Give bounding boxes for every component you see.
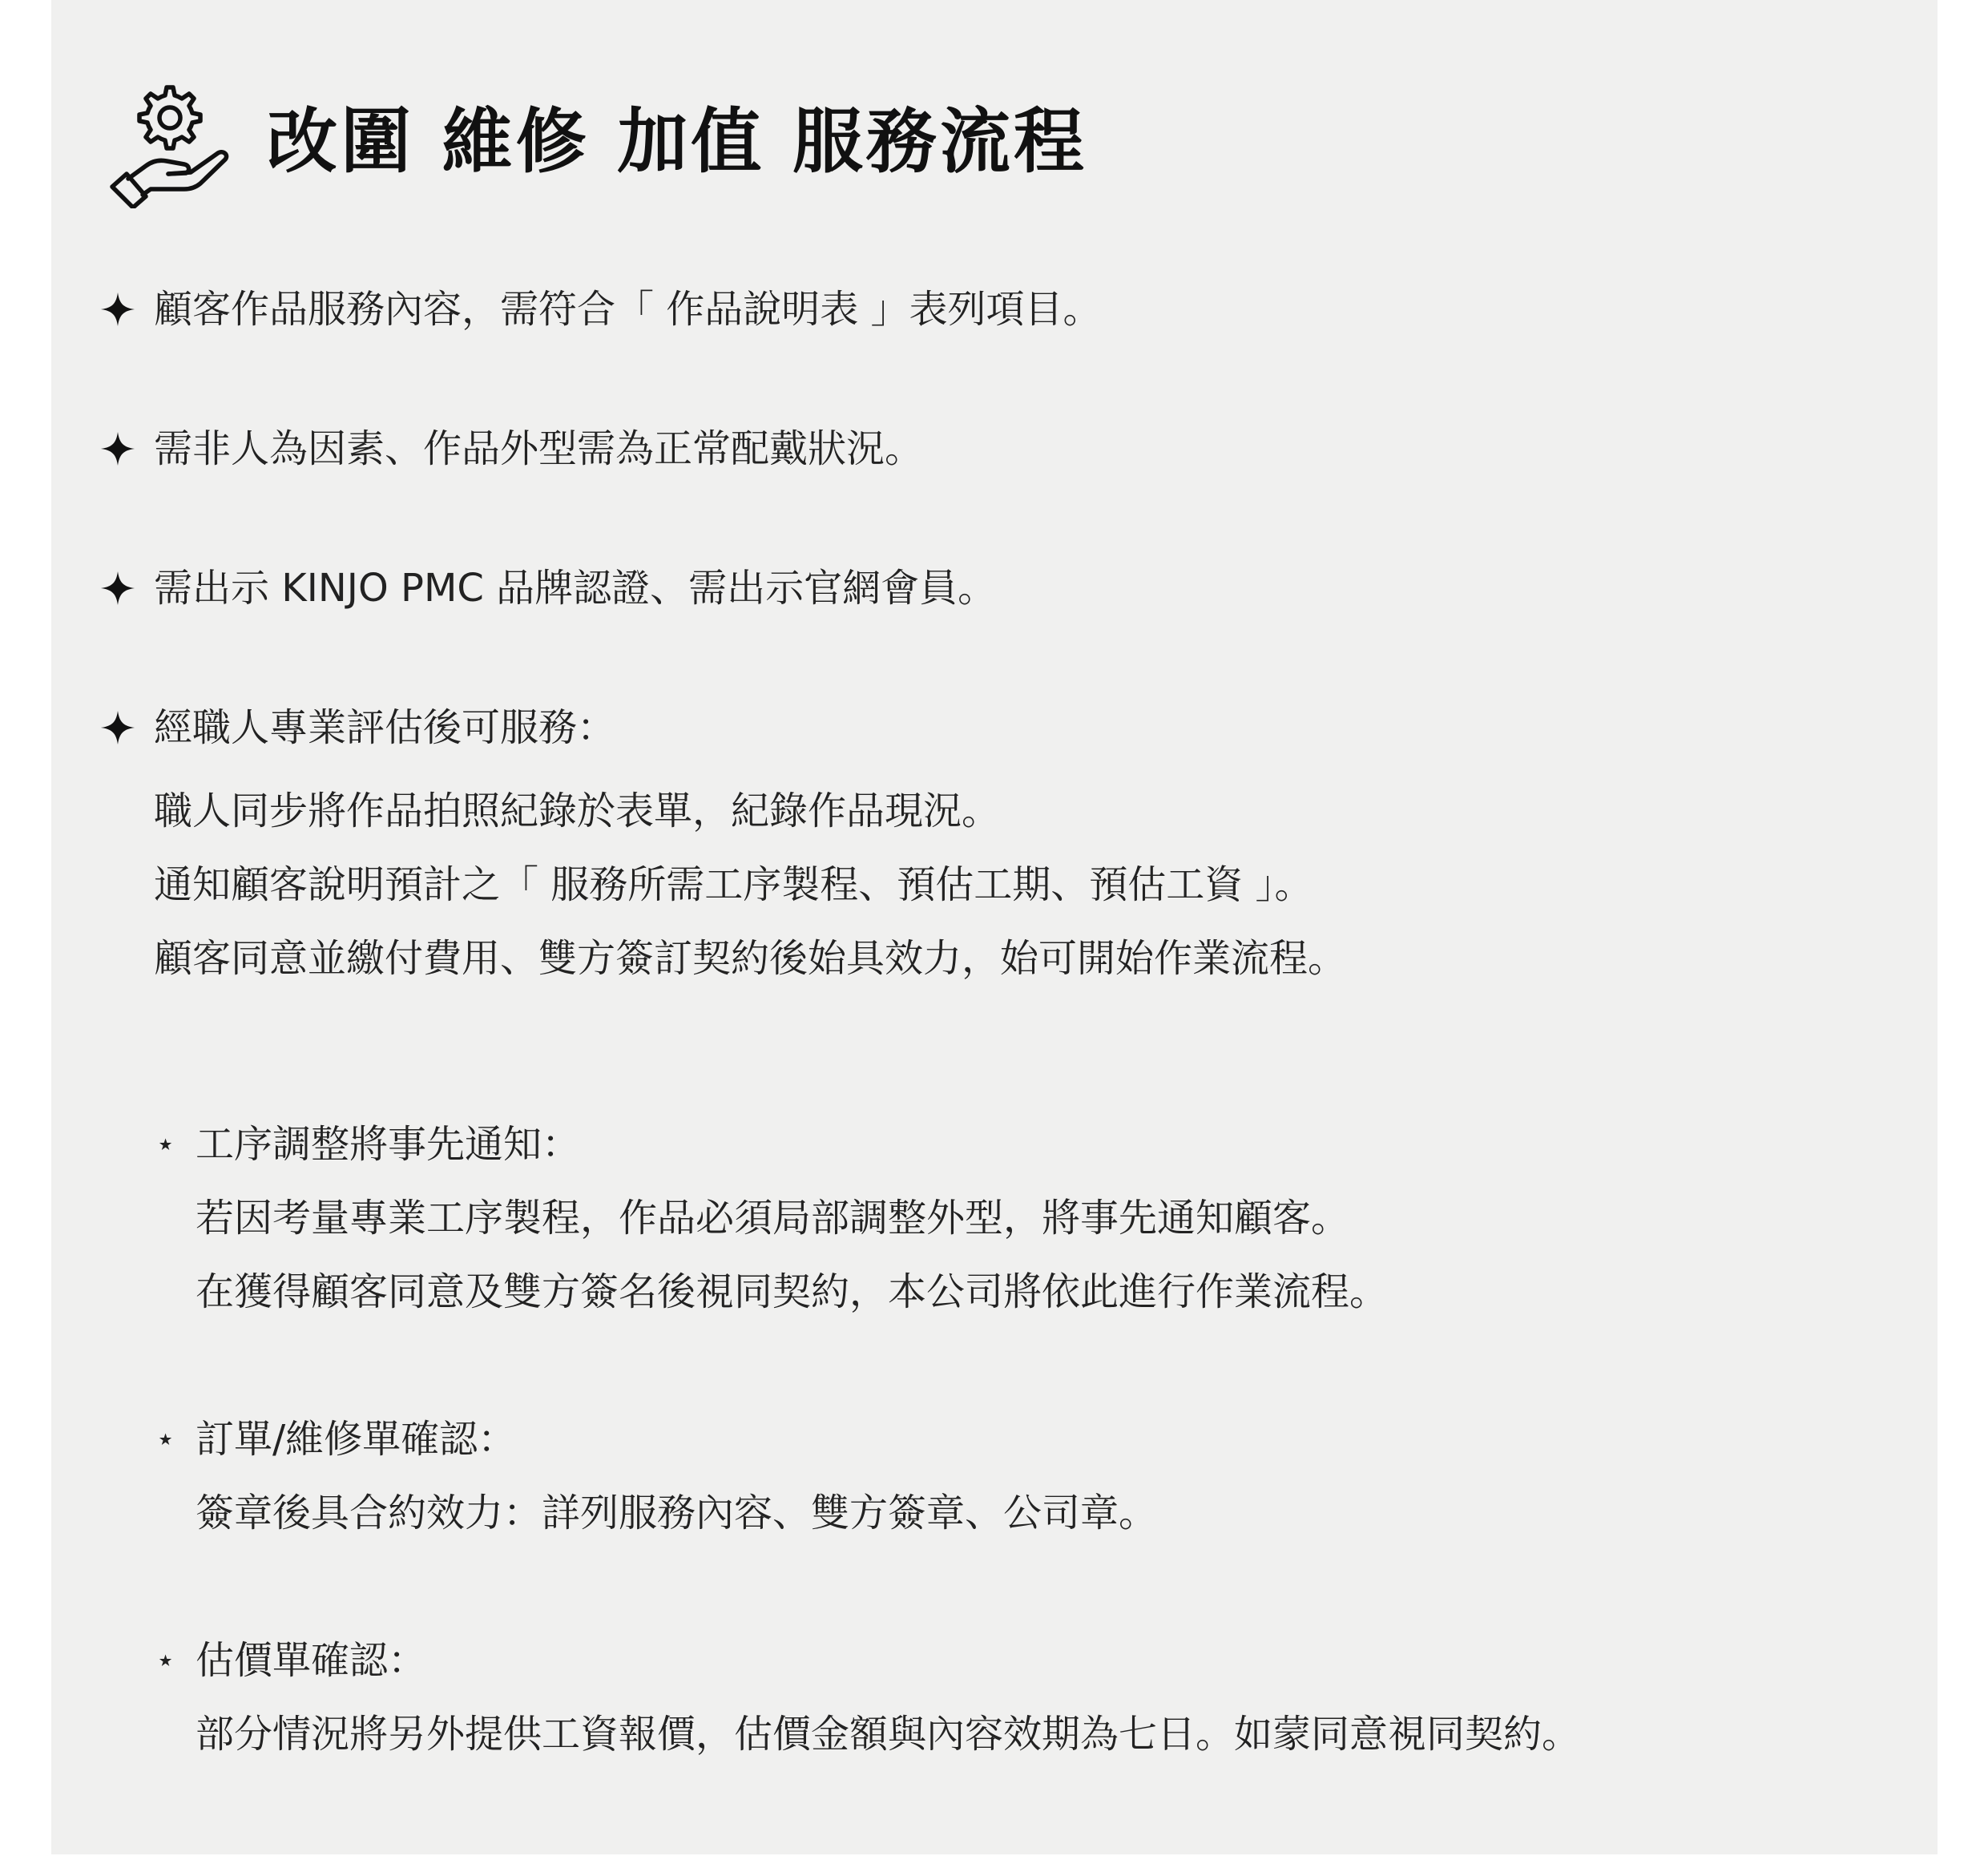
sparkle-icon — [99, 709, 136, 746]
bullet-text: 顧客作品服務內容，需符合「 作品說明表 」表列項目。 — [154, 287, 1102, 332]
note-heading-row — [155, 1635, 426, 1686]
star-icon: ⋆ — [155, 1642, 176, 1679]
assessment-line: 顧客同意並繳付費用、雙方簽訂契約後始具效力，始可開始作業流程。 — [154, 936, 1347, 981]
sparkle-icon — [99, 291, 136, 328]
note-line: 簽章後具合約效力：詳列服務內容、雙方簽章、公司章。 — [196, 1491, 1158, 1535]
page-title: 改圍 維修 加值 服務流程 — [267, 100, 1087, 183]
note-heading-row — [155, 1119, 580, 1170]
title-row — [101, 74, 1087, 210]
hand-gear-icon — [101, 76, 233, 208]
bullet-item — [99, 702, 615, 753]
bullet-text: 經職人專業評估後可服務： — [154, 705, 616, 750]
star-icon: ⋆ — [155, 1421, 176, 1458]
bullet-item — [99, 423, 923, 474]
bullet-text: 需非人為因素、作品外型需為正常配戴狀況。 — [154, 426, 924, 471]
assessment-line: 職人同步將作品拍照紀錄於表單，紀錄作品現況。 — [154, 789, 1001, 833]
sparkle-icon — [99, 570, 136, 607]
sparkle-icon — [99, 430, 136, 467]
service-panel — [51, 0, 1938, 1854]
note-line: 在獲得顧客同意及雙方簽名後視同契約，本公司將依此進行作業流程。 — [196, 1269, 1389, 1314]
bullet-item — [99, 284, 1102, 335]
bullet-text: 需出示 KINJO PMC 品牌認證、需出示官網會員。 — [154, 566, 997, 611]
note-heading-row — [155, 1414, 516, 1465]
bullet-item — [99, 563, 996, 614]
note-heading: 估價單確認： — [196, 1638, 427, 1683]
note-heading: 工序調整將事先通知： — [196, 1122, 581, 1167]
note-heading: 訂單/維修單確認： — [196, 1417, 517, 1462]
assessment-line: 通知顧客說明預計之「 服務所需工序製程、預估工期、預估工資 」。 — [154, 862, 1313, 907]
note-line: 若因考量專業工序製程，作品必須局部調整外型，將事先通知顧客。 — [196, 1196, 1350, 1241]
note-line: 部分情況將另外提供工資報價，估價金額與內容效期為七日。如蒙同意視同契約。 — [196, 1712, 1581, 1757]
star-icon: ⋆ — [155, 1126, 176, 1163]
